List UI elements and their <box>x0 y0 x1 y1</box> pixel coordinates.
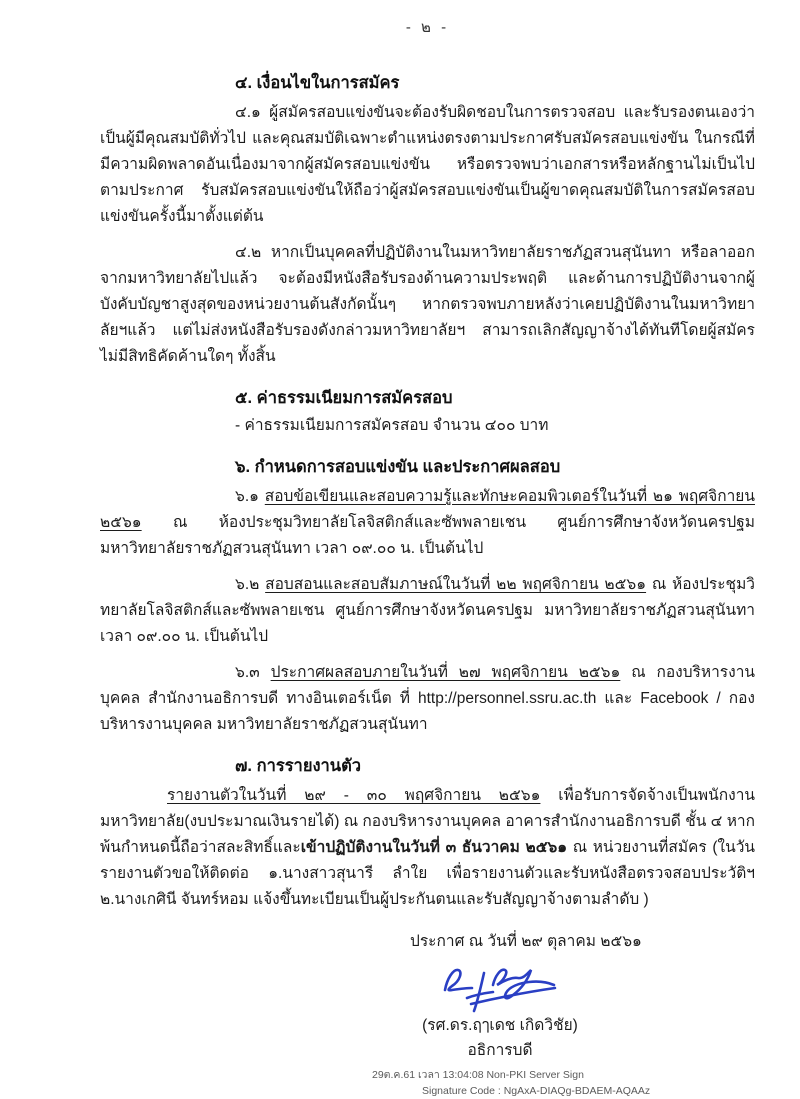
clause-text: ณ ห้องประชุมวิทยาลัยโลจิสติกส์และซัพพลายเชน ศูนย์การศึกษาจังหวัดนครปฐม มหาวิทยาลัยราชภัฏสวนสุนันทา เวลา ๐๙.๐๐ น. เป็นต้นไป <box>100 576 755 645</box>
report-text: เพื่อรับการจัดจ้างเป็นพนักงานมหาวิทยาลัย(งบประมาณเงินรายได้) ณ กองบริหารงานบุคคล อาคารสำนักงานอธิการบดี ชั้น ๔ หากพ้นกำหนดนี้ถือว่าสละสิทธิ์และ <box>100 787 755 856</box>
paragraph-6-2 <box>100 572 755 650</box>
announcement-date-line: ประกาศ ณ วันที่ ๒๙ ตุลาคม ๒๕๖๑ <box>410 933 642 950</box>
clause-number: ๖.๑ <box>235 488 265 505</box>
interview-date-underlined: สอบสอนและสอบสัมภาษณ์ในวันที่ ๒๒ พฤศจิกายน ๒๕๖๑ <box>265 576 647 593</box>
signature-stroke <box>471 988 555 1004</box>
report-date-underlined: รายงานตัวในวันที่ ๒๙ - ๓๐ พฤศจิกายน ๒๕๖๑ <box>167 787 541 804</box>
clause-text: ณ ห้องประชุมวิทยาลัยโลจิสติกส์และซัพพลายเชน ศูนย์การศึกษาจังหวัดนครปฐม มหาวิทยาลัยราชภัฏสวนสุนันทา เวลา ๐๙.๐๐ น. เป็นต้นไป <box>100 514 755 557</box>
clause-number: ๖.๒ <box>235 576 266 593</box>
start-work-date-bold: เข้าปฏิบัติงานในวันที่ ๓ ธันวาคม ๒๕๖๑ <box>300 839 568 856</box>
signature-scribble <box>437 959 563 1013</box>
fee-item: - ค่าธรรมเนียมการสมัครสอบ จำนวน ๔๐๐ บาท <box>235 417 549 434</box>
paragraph-4-1: ๔.๑ ผู้สมัครสอบแข่งขันจะต้องรับผิดชอบในการตรวจสอบ และรับรองตนเองว่าเป็นผู้มีคุณสมบัติทั่วไป และคุณสมบัติเฉพาะตำแหน่งตรงตามประกาศรับสมัครสอบแข่งขัน ในกรณีที่มีความผิดพลาดอันเนื่องมาจากผู้สมัครสอบแข่งขัน หรือตรวจพบว่าเอกสารหรือหลักฐานไม่เป็นไปตามประกาศ รับสมัครสอบแข่งขันให้ถือว่าผู้สมัครสอบแข่งขันเป็นผู้ขาดคุณสมบัติในการสมัครสอบแข่งขันครั้งนี้มาตั้งแต่ต้น <box>100 104 755 225</box>
section4-heading: ๔. เงื่อนไขในการสมัคร <box>235 74 400 92</box>
section7-heading: ๗. การรายงานตัว <box>235 757 362 775</box>
clause-number: ๖.๓ <box>235 664 271 681</box>
results-date-underlined: ประกาศผลสอบภายในวันที่ ๒๗ พฤศจิกายน ๒๕๖๑ <box>270 664 621 681</box>
page-number: - ๒ - <box>405 19 450 36</box>
paragraph-4-2: ๔.๒ หากเป็นบุคคลที่ปฏิบัติงานในมหาวิทยาลัยราชภัฏสวนสุนันทา หรือลาออกจากมหาวิทยาลัยไปแล้ว จะต้องมีหนังสือรับรองด้านความประพฤติ และด้านการปฏิบัติงานจากผู้บังคับบัญชาสูงสุดของหน่วยงานต้นสังกัดนั้นๆ หากตรวจพบภายหลังว่าเคยปฏิบัติงานในมหาวิทยาลัยฯแล้ว แต่ไม่ส่งหนังสือรับรองดังกล่าวมหาวิทยาลัยฯ สามารถเลิกสัญญาจ้างได้ทันทีโดยผู้สมัครไม่มีสิทธิคัดค้านใดๆ ทั้งสิ้น <box>100 244 755 365</box>
signer-name: (รศ.ดร.ฤๅเดช เกิดวิชัย) <box>422 1017 578 1034</box>
written-exam-date-underlined: สอบข้อเขียนและสอบความรู้และทักษะคอมพิวเตอร์ในวันที่ ๒๑ พฤศจิกายน ๒๕๖๑ <box>100 488 755 531</box>
signature-stroke <box>474 973 484 1011</box>
digital-signature-code: Signature Code : NgAxA-DIAQg-BDAEM-AQAAz <box>422 1085 651 1097</box>
report-text-end: ณ หน่วยงานที่สมัคร (ในวันรายงานตัวขอให้ติดต่อ ๑.นางสาวสุนารี ลำใย เพื่อรายงานตัวและรับหนังสือตรวจสอบประวัติฯ ๒.นางเกศินี จันทร์หอม แจ้งขึ้นทะเบียนเป็นผู้ประกันตนและรับสัญญาจ้างตามลำดับ ) <box>100 839 755 908</box>
paragraph-6-1 <box>100 484 755 562</box>
paragraph-6-3 <box>100 660 755 738</box>
section6-heading: ๖. กำหนดการสอบแข่งขัน และประกาศผลสอบ <box>235 458 561 476</box>
clause-text: ณ กองบริหารงานบุคคล สำนักงานอธิการบดี ทางอินเตอร์เน็ต ที่ http://personnel.ssru.ac.th และ Facebook / กองบริหารงานบุคคล มหาวิทยาลัยราชภัฏสวนสุนันทา <box>100 664 755 733</box>
digital-sign-timestamp: 29ต.ค.61 เวลา 13:04:08 Non-PKI Server Sign <box>372 1069 584 1081</box>
section5-heading: ๕. ค่าธรรมเนียมการสมัครสอบ <box>235 389 453 407</box>
paragraph-7-1 <box>100 783 755 913</box>
signature-stroke <box>467 992 493 998</box>
signature-stroke <box>445 970 472 990</box>
signature-block <box>350 959 650 1063</box>
signer-title: อธิการบดี <box>467 1042 533 1059</box>
